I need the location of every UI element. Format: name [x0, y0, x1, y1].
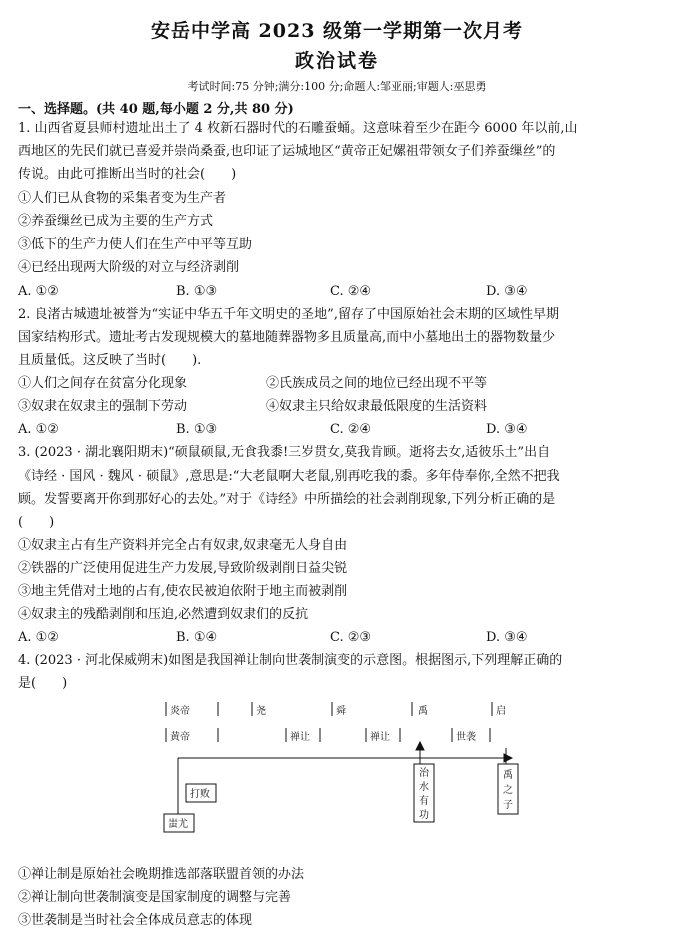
q3-choice-c[interactable]: C. ②③ — [330, 630, 372, 645]
diagram-label-defeat: 打败 — [190, 789, 210, 800]
q3-choice-d[interactable]: D. ③④ — [486, 630, 528, 645]
q3-stem-line: 3. (2023 · 湖北襄阳期末)“硕鼠硕鼠,无食我黍!三岁贯女,莫我肯顾。逝将去女,适彼乐土”出自 — [18, 445, 551, 460]
q2-statement: ③奴隶在奴隶主的强制下劳动 — [18, 399, 188, 414]
q1-statement: ③低下的生产力使人们在生产中平等互助 — [18, 237, 253, 252]
q1-stem-line: 西地区的先民们就已喜爱并崇尚桑蚕,也印证了运城地区“黄帝正妃嫘祖带领女子们养蚕缫丝”的 — [18, 144, 556, 159]
q3-statement: ②铁器的广泛使用促进生产力发展,导致阶级剥削日益尖锐 — [18, 561, 348, 576]
q1-choice-b[interactable]: B. ①③ — [176, 284, 218, 299]
diagram-label-huangdi: 黄帝 — [170, 732, 190, 743]
q1-choice-d[interactable]: D. ③④ — [486, 284, 528, 299]
diagram-vertical-char: 功 — [419, 810, 429, 821]
q3-stem-line: 《诗经 · 国风 · 魏风 · 硕鼠》,意思是:“大老鼠啊大老鼠,别再吃我的黍。多年侍奉你,全然不把我 — [18, 469, 560, 484]
diagram-label-shanrang: 禅让 — [290, 732, 310, 743]
q2-choice-c[interactable]: C. ②④ — [330, 422, 372, 437]
q2-stem-line: 2. 良渚古城遗址被誉为“实证中华五千年文明史的圣地”,留存了中国原始社会末期的区域性早期 — [18, 307, 559, 322]
q1-stem-line: 1. 山西省夏县师村遗址出土了 4 枚新石器时代的石雕蚕蛹。这意味着至少在距今 6000 年以前,山 — [18, 121, 578, 136]
q3-statement: ①奴隶主占有生产资料并完全占有奴隶,奴隶毫无人身自由 — [18, 538, 348, 553]
q1-statement: ②养蚕缫丝已成为主要的生产方式 — [18, 214, 214, 229]
q1-statement: ①人们已从食物的采集者变为生产者 — [18, 191, 227, 206]
exam-info: 考试时间:75 分钟;满分:100 分;命题人:邹亚丽;审题人:巫思勇 — [187, 80, 487, 93]
q3-stem-line: ( ) — [18, 515, 55, 530]
diagram-vertical-char: 之 — [503, 785, 513, 796]
exam-subject: 政治试卷 — [294, 50, 379, 72]
q4-stem-line: 是( ) — [18, 676, 68, 691]
diagram-label-shixi: 世袭 — [456, 732, 476, 743]
q2-stem-line: 且质量低。这反映了当时( ). — [18, 353, 202, 368]
q3-stem-line: 顾。发誓要离开你到那好心的去处。”对于《诗经》中所描绘的社会剥削现象,下列分析正确的是 — [18, 492, 556, 507]
section-heading: 一、选择题。(共 40 题,每小题 2 分,共 80 分) — [18, 102, 294, 117]
exam-title: 安岳中学高 2023 级第一学期第一次月考 — [150, 20, 524, 42]
q3-choice-b[interactable]: B. ①④ — [176, 630, 218, 645]
q2-choice-b[interactable]: B. ①③ — [176, 422, 218, 437]
q1-choice-a[interactable]: A. ①② — [18, 284, 59, 299]
diagram-label-yandi: 炎帝 — [170, 706, 190, 717]
diagram-vertical-char: 治 — [419, 768, 429, 779]
diagram-vertical-char: 子 — [503, 800, 513, 811]
q4-statement: ③世袭制是当时社会全体成员意志的体现 — [18, 913, 253, 928]
q2-choice-a[interactable]: A. ①② — [18, 422, 59, 437]
q3-choice-a[interactable]: A. ①② — [18, 630, 59, 645]
diagram-vertical-char: 禹 — [503, 770, 513, 781]
q2-stem-line: 国家结构形式。遗址考古发现规模大的墓地随葬器物多且质量高,而中小墓地出土的器物数量少 — [18, 330, 556, 345]
q3-statement: ④奴隶主的残酷剥削和压迫,必然遭到奴隶们的反抗 — [18, 607, 309, 622]
q2-statement: ④奴隶主只给奴隶最低限度的生活资料 — [266, 399, 488, 414]
q4-statement: ①禅让制是原始社会晚期推选部落联盟首领的办法 — [18, 867, 305, 882]
q1-statement: ④已经出现两大阶级的对立与经济剥削 — [18, 260, 240, 275]
q2-statement: ②氏族成员之间的地位已经出现不平等 — [266, 376, 488, 391]
q3-statement: ③地主凭借对土地的占有,使农民被迫依附于地主而被剥削 — [18, 584, 348, 599]
diagram-label-shun: 舜 — [336, 706, 346, 717]
q1-choice-c[interactable]: C. ②④ — [330, 284, 372, 299]
q2-choice-d[interactable]: D. ③④ — [486, 422, 528, 437]
q4-stem-line: 4. (2023 · 河北保威朔末)如图是我国禅让制向世袭制演变的示意图。根据图示,下列理解正确的 — [18, 653, 563, 668]
q2-statement: ①人们之间存在贫富分化现象 — [18, 376, 188, 391]
succession-diagram — [160, 698, 520, 838]
diagram-vertical-char: 水 — [419, 782, 429, 793]
diagram-label-shanrang: 禅让 — [370, 732, 390, 743]
diagram-vertical-char: 有 — [419, 796, 429, 807]
diagram-label-chiyou: 蚩尤 — [168, 819, 188, 830]
diagram-label-qi: 启 — [496, 706, 506, 717]
diagram-label-yu: 禹 — [418, 706, 428, 717]
q1-stem-line: 传说。由此可推断出当时的社会( ) — [18, 167, 237, 182]
q4-statement: ②禅让制向世袭制演变是国家制度的调整与完善 — [18, 890, 292, 905]
diagram-label-yao: 尧 — [256, 706, 266, 717]
